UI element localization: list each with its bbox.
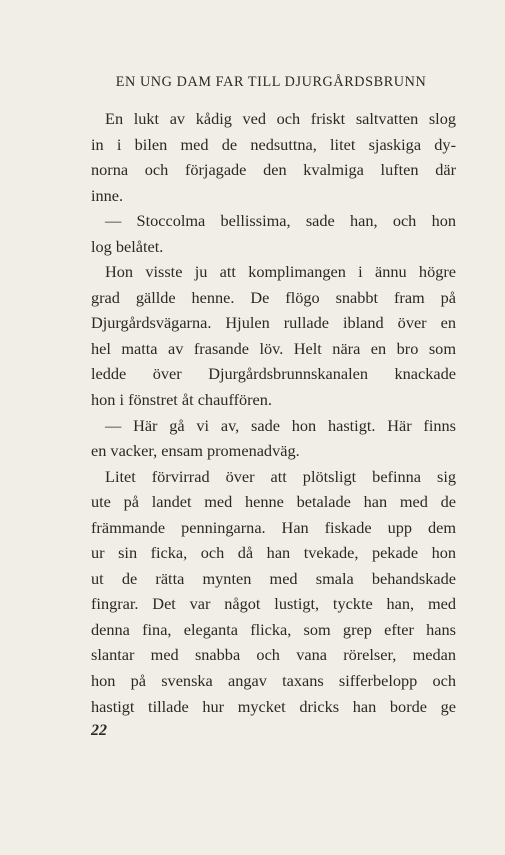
text-line: ur sin ficka, och då han tvekade, pekade hon [91,543,456,563]
text-line: slantar med snabba och vana rörelser, medan [91,645,456,665]
text-line: log belåtet. [91,236,164,256]
text-line: in i bilen med de nedsuttna, litet sjaskiga dy- [91,134,456,154]
text-line: inne. [91,185,124,205]
text-line: Litet förvirrad över att plötsligt befinna sig [105,466,456,486]
text-line: — Här gå vi av, sade hon hastigt. Här finns [105,415,456,435]
text-line: ledde över Djurgårdsbrunnskanalen knackade [91,364,456,384]
text-line: norna och förjagade den kvalmiga luften där [91,160,456,180]
text-line: en vacker, ensam promenadväg. [91,441,300,461]
text-line: ute på landet med henne betalade han med de [91,492,456,512]
text-line: grad gällde henne. De flögo snabbt fram på [91,287,456,307]
text-line: fingrar. Det var något lustigt, tyckte han, med [91,594,456,614]
running-head: EN UNG DAM FAR TILL DJURGÅRDSBRUNN [115,74,427,90]
text-line: En lukt av kådig ved och friskt saltvatten slog [105,109,456,128]
text-line: Hon visste ju att komplimangen i ännu högre [105,262,456,282]
text-line: främmande penningarna. Han fiskade upp dem [91,517,456,537]
text-line: hastigt tillade hur mycket dricks han borde ge [91,696,456,716]
text-line: hel matta av frasande löv. Helt nära en bro som [91,338,456,358]
page-number: 22 [91,722,107,739]
text-line: denna fina, eleganta flicka, som grep efter hans [91,619,456,639]
body-text [91,106,456,719]
text-line: ut de rätta mynten med smala behandskade [91,568,456,588]
text-line: — Stoccolma bellissima, sade han, och hon [105,211,456,231]
text-line: hon i fönstret åt chauffören. [91,390,272,410]
text-line: Djurgårdsvägarna. Hjulen rullade ibland över en [91,313,456,333]
text-line: hon på svenska angav taxans sifferbelopp och [91,671,456,691]
